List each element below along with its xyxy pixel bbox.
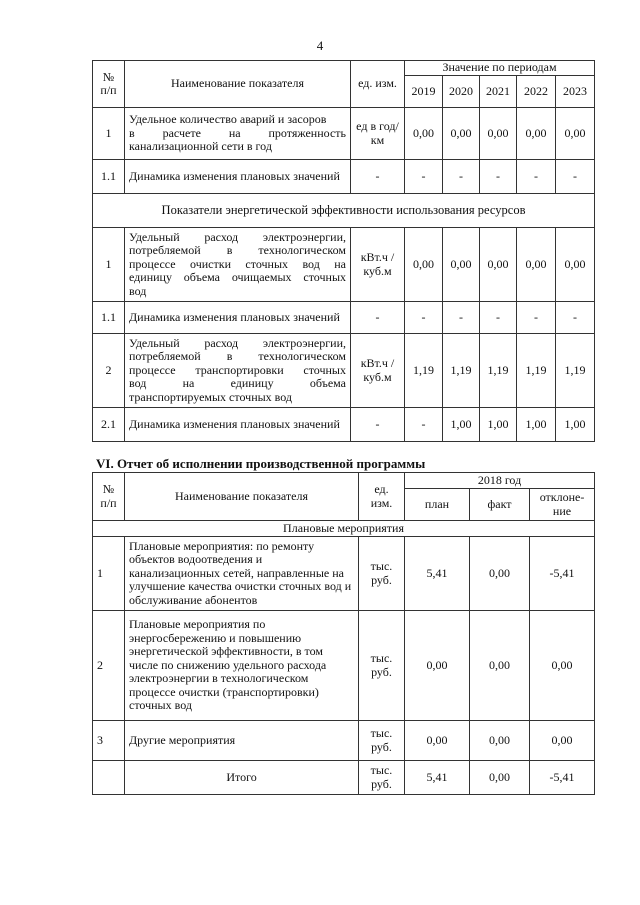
row-name: Плановые мероприятия: по ремонту объектов водоотведения и канализационных сетей, направленные на улучшение качества очистки сточных вод и обслуживание абонентов [125,537,359,611]
row-name: Динамика изменения плановых значений [125,160,351,194]
header-year: 2022 [517,76,556,108]
row-name: Динамика изменения плановых значений [125,408,351,442]
header-num: № п/п [93,61,125,108]
row-value: - [405,302,443,334]
row-name: Другие мероприятия [125,721,359,761]
row-num: 2.1 [93,408,125,442]
row-num: 1 [93,537,125,611]
row-name [125,228,351,302]
header-num: № п/п [93,473,125,521]
row-unit: кВт.ч / куб.м [351,334,405,408]
table-section-row [93,521,595,537]
row-value: - [480,160,517,194]
row-name: Динамика изменения плановых значений [125,302,351,334]
header-name: Наименование показателя [125,473,359,521]
row-value: - [443,302,480,334]
total-label: Итого [125,761,359,795]
section-heading-vi: VI. Отчет об исполнении производственной программы [96,456,426,471]
indicators-table [92,60,595,442]
table-row [93,334,595,408]
table-row [93,611,595,721]
row-value: 1,19 [480,334,517,408]
row-fact: 0,00 [470,721,530,761]
row-unit: тыс. руб. [359,721,405,761]
row-name-line: процессе транспортировки сточных [129,362,346,377]
row-num: 1 [93,228,125,302]
row-num: 1 [93,108,125,160]
row-plan: 5,41 [405,537,470,611]
row-unit: ед в год/ км [351,108,405,160]
row-name-line: Удельный расход электроэнергии, [129,229,346,244]
row-name-line: вод на единицу объема [129,376,346,391]
row-value: 1,19 [443,334,480,408]
row-value: 1,19 [405,334,443,408]
row-value: 0,00 [405,108,443,160]
header-year: 2023 [556,76,595,108]
row-value: - [556,160,595,194]
row-value: 0,00 [480,228,517,302]
section-planned-measures: Плановые мероприятия [93,521,595,537]
row-value: 0,00 [556,228,595,302]
table-total-row [93,761,595,795]
row-value: 0,00 [517,228,556,302]
row-name-line: канализационной сети в год [129,139,272,154]
header-unit: ед. изм. [359,473,405,521]
row-plan: 0,00 [405,611,470,721]
row-name-line: потребляемой в технологическом [129,243,346,258]
row-value: - [517,160,556,194]
row-value: 0,00 [556,108,595,160]
row-value: 1,00 [480,408,517,442]
total-plan: 5,41 [405,761,470,795]
header-year: 2020 [443,76,480,108]
header-plan: план [405,489,470,521]
row-value: 1,00 [517,408,556,442]
row-unit: тыс. руб. [359,537,405,611]
row-value: 0,00 [405,228,443,302]
row-value: 1,00 [556,408,595,442]
header-year: 2018 год [405,473,595,489]
row-value: 0,00 [443,108,480,160]
row-num: 1.1 [93,302,125,334]
row-value: - [556,302,595,334]
row-num: 3 [93,721,125,761]
row-value: - [405,408,443,442]
row-deviation: 0,00 [530,611,595,721]
row-unit: кВт.ч / куб.м [351,228,405,302]
table-row [93,721,595,761]
program-report-table [92,472,595,795]
row-name: Плановые мероприятия по энергосбережению и повышению энергетической эффективности, в том числе по снижению удельного расхода электроэнергии в технологическом процессе очистки (транспортировки) сточных вод [125,611,359,721]
row-value: - [517,302,556,334]
table-row [93,302,595,334]
row-name-line: Удельное количество аварий и засоров [129,112,327,127]
row-unit: тыс. руб. [359,611,405,721]
row-value: 1,00 [443,408,480,442]
row-plan: 0,00 [405,721,470,761]
row-value: - [405,160,443,194]
row-name [125,108,351,160]
table-row [93,228,595,302]
row-unit: - [351,408,405,442]
header-year: 2021 [480,76,517,108]
header-year: 2019 [405,76,443,108]
total-deviation: -5,41 [530,761,595,795]
row-value: 0,00 [517,108,556,160]
header-fact: факт [470,489,530,521]
row-fact: 0,00 [470,537,530,611]
row-name-line: вод [129,283,147,298]
table-row [93,108,595,160]
total-unit: тыс. руб. [359,761,405,795]
row-num: 2 [93,334,125,408]
row-value: 0,00 [443,228,480,302]
table-row [93,408,595,442]
row-name-line: Удельный расход электроэнергии, [129,335,346,350]
row-fact: 0,00 [470,611,530,721]
row-name-line: процессе очистки сточных вод на [129,256,346,271]
row-num: 2 [93,611,125,721]
table-row [93,160,595,194]
row-name-line: единицу объема очищаемых сточных [129,270,346,285]
table-section-row [93,194,595,228]
row-unit: - [351,160,405,194]
table-row [93,537,595,611]
row-name-line: транспортируемых сточных вод [129,389,293,404]
section-energy: Показатели энергетической эффективности использования ресурсов [93,194,595,228]
row-name [125,334,351,408]
header-unit: ед. изм. [351,61,405,108]
row-unit: - [351,302,405,334]
row-deviation: -5,41 [530,537,595,611]
row-value: - [480,302,517,334]
header-periods: Значение по периодам [405,61,595,76]
row-num: 1.1 [93,160,125,194]
header-deviation: отклоне-ние [530,489,595,521]
total-fact: 0,00 [470,761,530,795]
total-num [93,761,125,795]
row-value: - [443,160,480,194]
row-value: 1,19 [556,334,595,408]
row-deviation: 0,00 [530,721,595,761]
header-name: Наименование показателя [125,61,351,108]
row-name-line: потребляемой в технологическом [129,349,346,364]
row-value: 1,19 [517,334,556,408]
row-value: 0,00 [480,108,517,160]
row-name-line: в расчете на протяженность [129,125,346,140]
page-number: 4 [316,38,324,53]
